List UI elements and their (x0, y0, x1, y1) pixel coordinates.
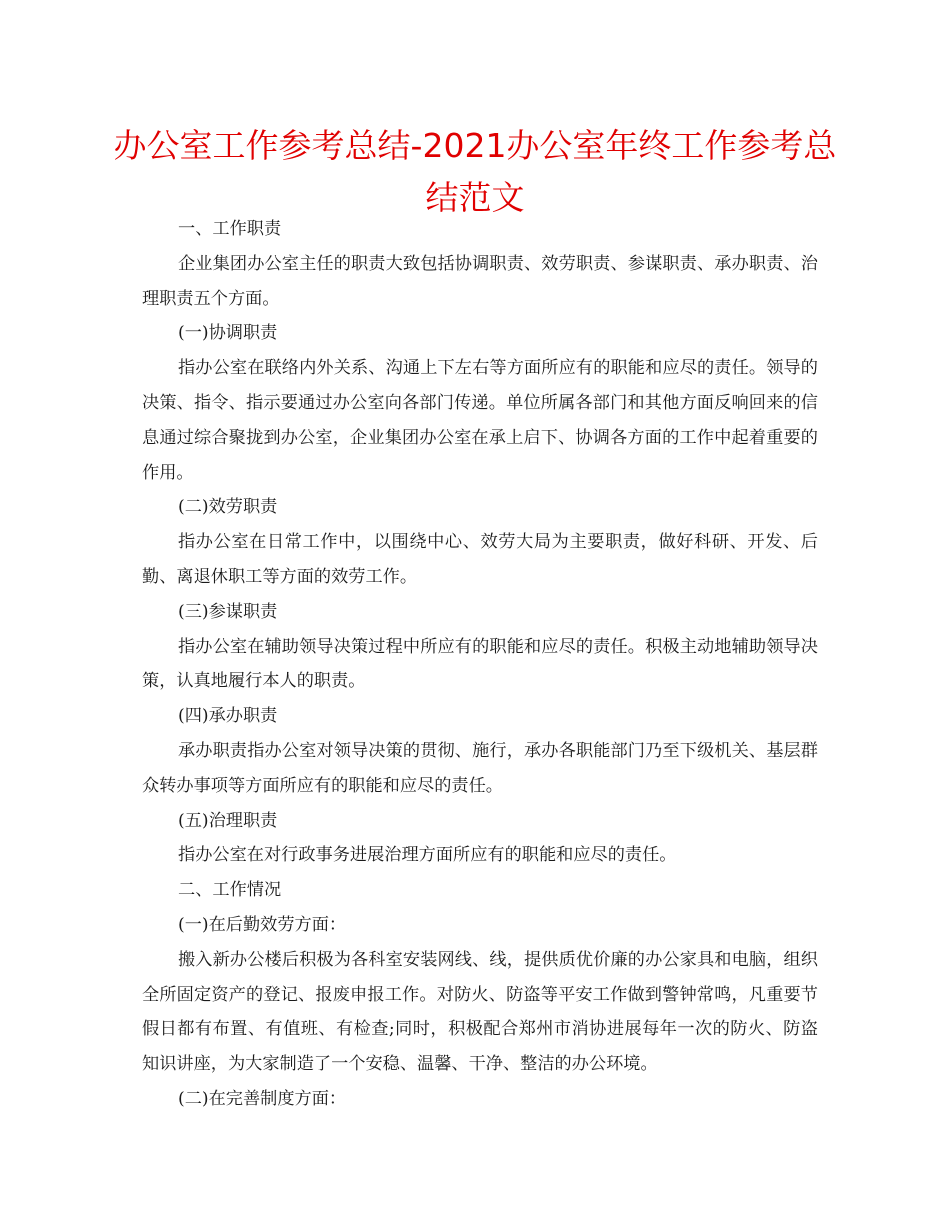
document-body (142, 212, 818, 1117)
paragraph: 指办公室在对行政事务进展治理方面所应有的职能和应尽的责任。 (178, 845, 677, 866)
paragraph: 指办公室在联络内外关系、沟通上下左右等方面所应有的职能和应尽的责任。领导的决策、指令、指示要通过办公室向各部门传递。单位所属各部门和其他方面反响回来的信息通过综合聚拢到办公室，企业集团办公室在承上启下、协调各方面的工作中起着重要的作用。 (142, 358, 818, 483)
paragraph: 企业集团办公室主任的职责大致包括协调职责、效劳职责、参谋职责、承办职责、治理职责五个方面。 (142, 253, 818, 309)
paragraph: 指办公室在日常工作中，以围绕中心、效劳大局为主要职责，做好科研、开发、后勤、离退休职工等方面的效劳工作。 (142, 532, 818, 587)
subsection-heading: (一)协调职责 (178, 323, 278, 344)
subsection-heading: (二)效劳职责 (178, 497, 278, 518)
paragraph: 承办职责指办公室对领导决策的贯彻、施行，承办各职能部门乃至下级机关、基层群众转办事项等方面所应有的职能和应尽的责任。 (142, 740, 818, 796)
section-heading: 二、工作情况 (178, 880, 282, 901)
subsection-heading: (三)参谋职责 (178, 601, 278, 622)
subsection-heading: (一)在后勤效劳方面： (178, 914, 347, 935)
subsection-heading: (四)承办职责 (178, 706, 278, 727)
subsection-heading: (五)治理职责 (178, 810, 278, 831)
paragraph: 指办公室在辅助领导决策过程中所应有的职能和应尽的责任。积极主动地辅助领导决策，认真地履行本人的职责。 (142, 636, 818, 692)
subsection-heading: (二)在完善制度方面： (178, 1088, 347, 1109)
document-title: 办公室工作参考总结-2021办公室年终工作参考总结范文 (113, 126, 837, 217)
paragraph: 搬入新办公楼后积极为各科室安装网线、线，提供质优价廉的办公家具和电脑，组织全所固定资产的登记、报废申报工作。对防火、防盗等平安工作做到警钟常鸣，凡重要节假日都有布置、有值班、有检查;同时，积极配合郑州市消协进展每年一次的防火、防盗知识讲座，为大家制造了一个安稳、温馨、干净、整洁的办公环境。 (142, 949, 818, 1075)
section-heading: 一、工作职责 (178, 219, 282, 239)
